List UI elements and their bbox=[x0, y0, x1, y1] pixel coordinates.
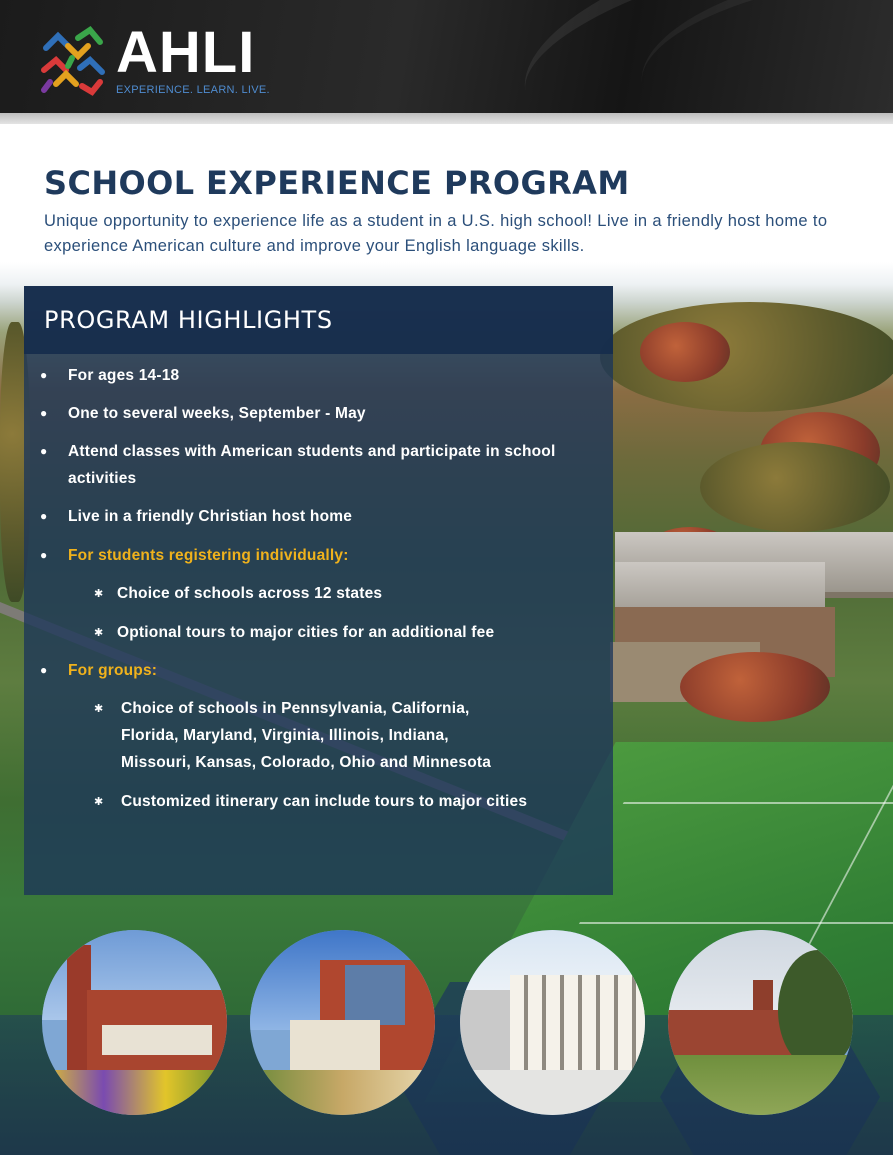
group-subitem: Customized itinerary can include tours to major cities bbox=[121, 793, 528, 810]
individual-subitem: Optional tours to major cities for an additional fee bbox=[117, 624, 495, 641]
panel-title: PROGRAM HIGHLIGHTS bbox=[44, 306, 333, 334]
header-bar bbox=[0, 0, 893, 113]
disc-bullet-icon: ● bbox=[40, 663, 48, 677]
school-photo-1 bbox=[42, 930, 227, 1115]
highlight-item: One to several weeks, September - May bbox=[68, 405, 366, 422]
program-highlights-panel bbox=[24, 286, 613, 895]
asterisk-bullet-icon: ✱ bbox=[94, 627, 104, 639]
tree-canopy bbox=[700, 442, 890, 532]
school-photo-2 bbox=[250, 930, 435, 1115]
disc-bullet-icon: ● bbox=[40, 548, 48, 562]
highlight-item: Attend classes with American students and participate in school activities bbox=[68, 443, 556, 487]
brand-name: AHLI bbox=[116, 20, 256, 85]
highlight-item: Live in a friendly Christian host home bbox=[68, 508, 353, 525]
autumn-trees bbox=[680, 652, 830, 722]
school-photo-3 bbox=[460, 930, 645, 1115]
school-photo-4 bbox=[668, 930, 853, 1115]
header-divider bbox=[0, 113, 893, 124]
disc-bullet-icon: ● bbox=[40, 509, 48, 523]
individual-subitem: Choice of schools across 12 states bbox=[117, 585, 383, 602]
autumn-trees bbox=[640, 322, 730, 382]
panel-header bbox=[24, 286, 613, 354]
ahli-logo-icon[interactable] bbox=[38, 26, 108, 96]
disc-bullet-icon: ● bbox=[40, 406, 48, 420]
brand-tagline: EXPERIENCE. LEARN. LIVE. bbox=[116, 84, 270, 96]
disc-bullet-icon: ● bbox=[40, 368, 48, 382]
group-subitem: Choice of schools in Pennsylvania, California, Florida, Maryland, Virginia, Illinois, Indiana, Missouri, Kansas, Colorado, Ohio and Minnesota bbox=[121, 700, 492, 771]
page-title: SCHOOL EXPERIENCE PROGRAM bbox=[44, 164, 630, 202]
highlight-item-individual: For students registering individually: bbox=[68, 547, 349, 564]
asterisk-bullet-icon: ✱ bbox=[94, 796, 104, 808]
asterisk-bullet-icon: ✱ bbox=[94, 588, 104, 600]
highlight-item-groups: For groups: bbox=[68, 662, 158, 679]
intro-text: Unique opportunity to experience life as a student in a U.S. high school! Live in a friendly host home to experience American culture and improve your English language skills. bbox=[44, 212, 828, 255]
highlight-item: For ages 14-18 bbox=[68, 367, 180, 384]
disc-bullet-icon: ● bbox=[40, 444, 48, 458]
asterisk-bullet-icon: ✱ bbox=[94, 703, 104, 715]
